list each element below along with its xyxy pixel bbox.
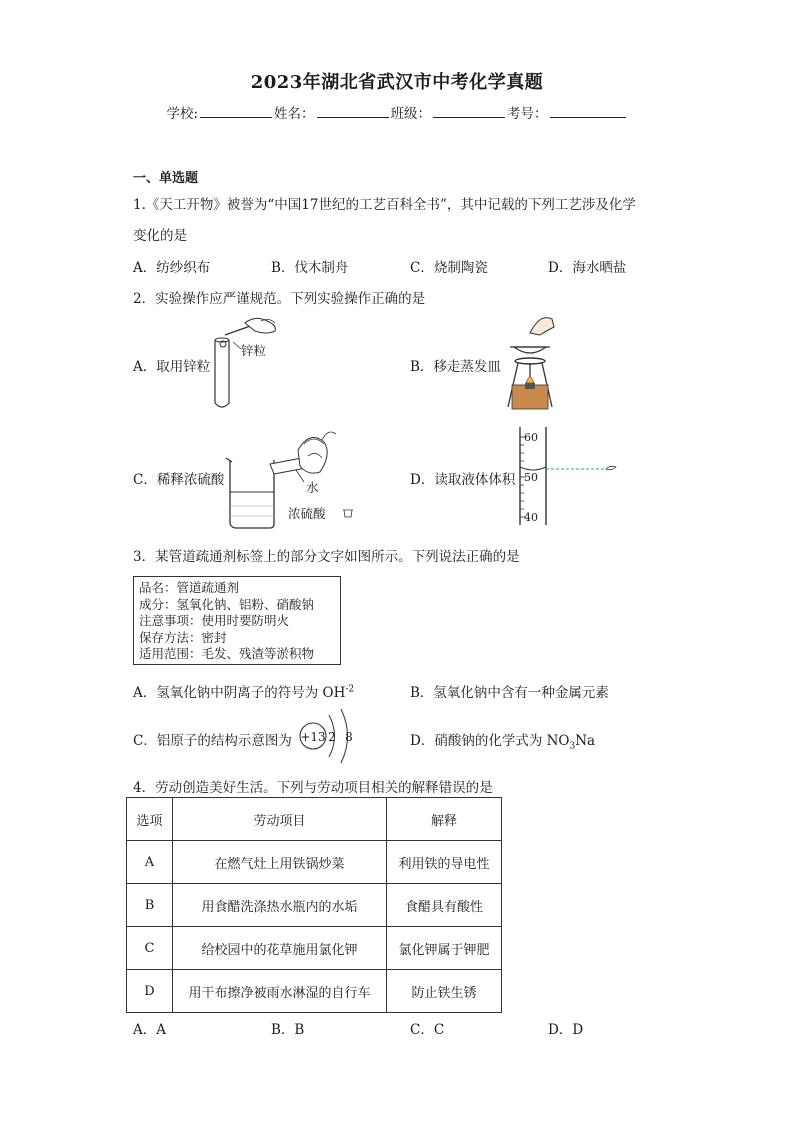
q1-option-a[interactable]: A．纺纱织布 [133,260,211,276]
table-cell: 在燃气灶上用铁锅炒菜 [173,841,387,884]
label-line: 成分：氢氧化钠、铝粉、硝酸钠 [139,596,315,612]
class-blank[interactable] [433,104,505,118]
table-cell: 氯化钾属于钾肥 [387,927,502,970]
q4-option-b[interactable]: B．B [271,1022,305,1038]
graduated-cylinder-figure [518,425,622,527]
q2-option-b[interactable]: B．移走蒸发皿 [410,359,501,375]
label-line: 保存方法：密封 [139,629,227,645]
name-label: 姓名： [274,106,315,122]
q4-stem: 4．劳动创造美好生活。下列与劳动项目相关的解释错误的是 [133,780,493,796]
id-blank[interactable] [550,104,626,118]
q1-stem-line1: 1.《天工开物》被誉为“中国17世纪的工艺百科全书”，其中记载的下列工艺涉及化学 [133,197,636,213]
tick-40: 40 [524,511,538,524]
q4-option-c[interactable]: C．C [410,1022,445,1038]
table-header-row [127,798,502,841]
water-label: 水 [306,480,319,495]
q2-stem: 2．实验操作应严谨规范。下列实验操作正确的是 [133,291,426,307]
q2-option-a[interactable]: A．取用锌粒 [133,359,211,375]
table-row [127,884,502,927]
q1-stem-line2: 变化的是 [133,228,187,244]
table-cell: 食醋具有酸性 [387,884,502,927]
shell1-electrons: 2 [328,730,336,744]
q1-option-c[interactable]: C．烧制陶瓷 [410,260,488,276]
class-label: 班级： [390,106,432,122]
table-cell: 用食醋洗涤热水瓶内的水垢 [173,884,387,927]
table-cell: A [127,841,173,884]
student-info-line [0,102,794,122]
product-label-box [133,576,341,665]
conc-acid-label: 浓硫酸 [288,506,326,521]
q2-option-c[interactable]: C．稀释浓硫酸 [133,472,225,488]
header-option: 选项 [127,798,173,841]
table-cell: 给校园中的花草施用氯化钾 [173,927,387,970]
table-cell: D [127,970,173,1013]
q4-option-a[interactable]: A．A [133,1022,166,1038]
label-line: 适用范围：毛发、残渣等淤积物 [139,646,315,661]
name-blank[interactable] [317,104,389,118]
dilute-acid-figure [224,420,364,530]
q3-option-d[interactable]: D．硝酸钠的化学式为 $NO_3Na$ [410,733,596,752]
table-row [127,970,502,1013]
table-row [127,927,502,970]
table-row [127,841,502,884]
school-label: 学校: [166,106,199,122]
q3-option-b[interactable]: B．氢氧化钠中含有一种金属元素 [410,685,609,701]
label-line: 注意事项：使用时要防明火 [139,613,290,628]
q1-option-b[interactable]: B．伐木制舟 [271,260,349,276]
page-title: 2023年湖北省武汉市中考化学真题 [250,72,544,93]
tick-50: 50 [524,471,538,484]
zinc-test-tube-figure [205,315,285,410]
label-line: 品名：管道疏通剂 [139,580,240,595]
aluminum-atom-diagram [296,705,362,765]
header-explanation: 解释 [387,798,502,841]
q4-option-d[interactable]: D．D [548,1022,584,1038]
table-cell: C [127,927,173,970]
q3-stem: 3．某管道疏通剂标签上的部分文字如图所示。下列说法正确的是 [133,549,520,565]
labor-table [126,797,502,1013]
table-cell: 利用铁的导电性 [387,841,502,884]
q1-option-d[interactable]: D．海水晒盐 [548,260,627,276]
q2-option-d[interactable]: D．读取液体体积 [410,472,516,488]
zinc-label: 锌粒 [241,343,267,358]
eye-icon [606,466,616,469]
school-blank[interactable] [200,104,272,118]
q3-option-a[interactable]: A．氢氧化钠中阴离子的符号为 $OH^{-2}$ [133,684,355,701]
tick-60: 60 [524,431,538,444]
id-label: 考号： [507,106,548,122]
table-cell: 用干布擦净被雨水淋湿的自行车 [173,970,387,1013]
table-cell: B [127,884,173,927]
shell2-electrons: 8 [345,730,353,744]
nucleus-charge: +13 [300,730,326,744]
evaporating-dish-figure [500,313,560,411]
q3-option-c[interactable]: C．铝原子的结构示意图为 [133,733,292,749]
section-heading: 一、单选题 [133,171,199,186]
header-project: 劳动项目 [173,798,387,841]
table-cell: 防止铁生锈 [387,970,502,1013]
